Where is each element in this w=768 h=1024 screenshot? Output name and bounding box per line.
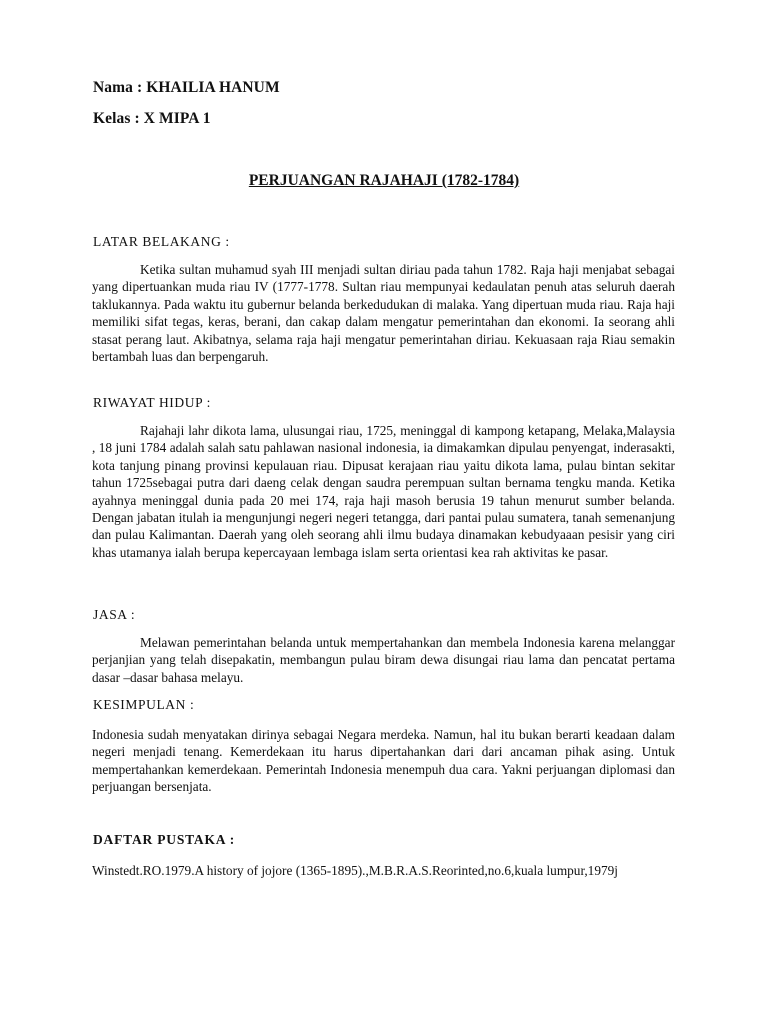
paragraph-latar-belakang: Ketika sultan muhamud syah III menjadi sultan diriau pada tahun 1782. Raja haji menjabat sebagai yang dipertuankan muda riau IV (1777-1778. Sultan riau mempunyai kedaulatan penuh atas seluruh daerah taklukannya. Pada waktu itu gubernur belanda berkedudukan di malaka. Yang dipertuan muda riau. Raja haji memiliki sifat tegas, keras, berani, dan cakap dalam mengatur pemerintahan dan ekonomi. Ia seorang ahli stasat perang laut. Akibatnya, selama raja haji mengatur pemerintahan diriau. Kekuasaan raja Riau semakin bertambah luas dan berpengaruh. xyxy=(92,262,675,365)
document-title: PERJUANGAN RAJAHAJI (1782-1784) xyxy=(248,172,520,189)
heading-kesimpulan: KESIMPULAN : xyxy=(93,697,195,712)
heading-jasa: JASA : xyxy=(93,607,136,622)
paragraph-riwayat-hidup: Rajahaji lahr dikota lama, ulusungai riau, 1725, meninggal di kampong ketapang, Melaka,Malaysia , 18 juni 1784 adalah salah satu pahlawan nasional indonesia, ia dimakamkan dipulau penyengat, inderasakti, kota tanjung pinang provinsi kepulauan riau. Dipusat kerajaan riau yaitu dikota lama, pulau bintan sekitar tahun 1725sebagai putra dari daeng celak dengan saudra perempuan sultan bernama tengku manda. Ketika ayahnya meninggal dunia pada 20 mei 174, raja haji masoh berusia 19 tahun menurut sumber belanda. Dengan jabatan itulah ia mengunjungi negeri negeri tetangga, dari pantai pulau sumatera, tanah semenanjung dan pulau Kalimantan. Daerah yang oleh seorang ahli ilmu budaya dinamakan kebudyaaan pesisir yang ciri khas utamanya ialah berupa kepercayaan lembaga islam serta orientasi kea rah aktivitas ke pasar. xyxy=(92,423,675,560)
heading-daftar-pustaka: DAFTAR PUSTAKA : xyxy=(93,832,236,847)
heading-latar-belakang: LATAR BELAKANG : xyxy=(93,234,230,249)
paragraph-kesimpulan: Indonesia sudah menyatakan dirinya sebagai Negara merdeka. Namun, hal itu bukan berarti keadaan dalam negeri menjadi tenang. Kemerdekaan itu harus dipertahankan dari dari ancaman pihak asing. Untuk mempertahankan kemerdekaan. Pemerintah Indonesia menempuh dua cara. Yakni perjuangan diplomasi dan perjuangan bersenjata. xyxy=(92,727,675,795)
student-class: Kelas : X MIPA 1 xyxy=(93,110,211,127)
paragraph-daftar-pustaka: Winstedt.RO.1979.A history of jojore (1365-1895).,M.B.R.A.S.Reorinted,no.6,kuala lumpur,1979j xyxy=(92,863,618,878)
heading-riwayat-hidup: RIWAYAT HIDUP : xyxy=(93,395,212,410)
student-name: Nama : KHAILIA HANUM xyxy=(93,79,280,96)
paragraph-jasa: Melawan pemerintahan belanda untuk mempertahankan dan membela Indonesia karena melanggar perjanjian yang telah disepakatin, membangun pulau biram dewa disungai riau lama dan pencatat pertama dasar –dasar bahasa melayu. xyxy=(92,635,675,685)
